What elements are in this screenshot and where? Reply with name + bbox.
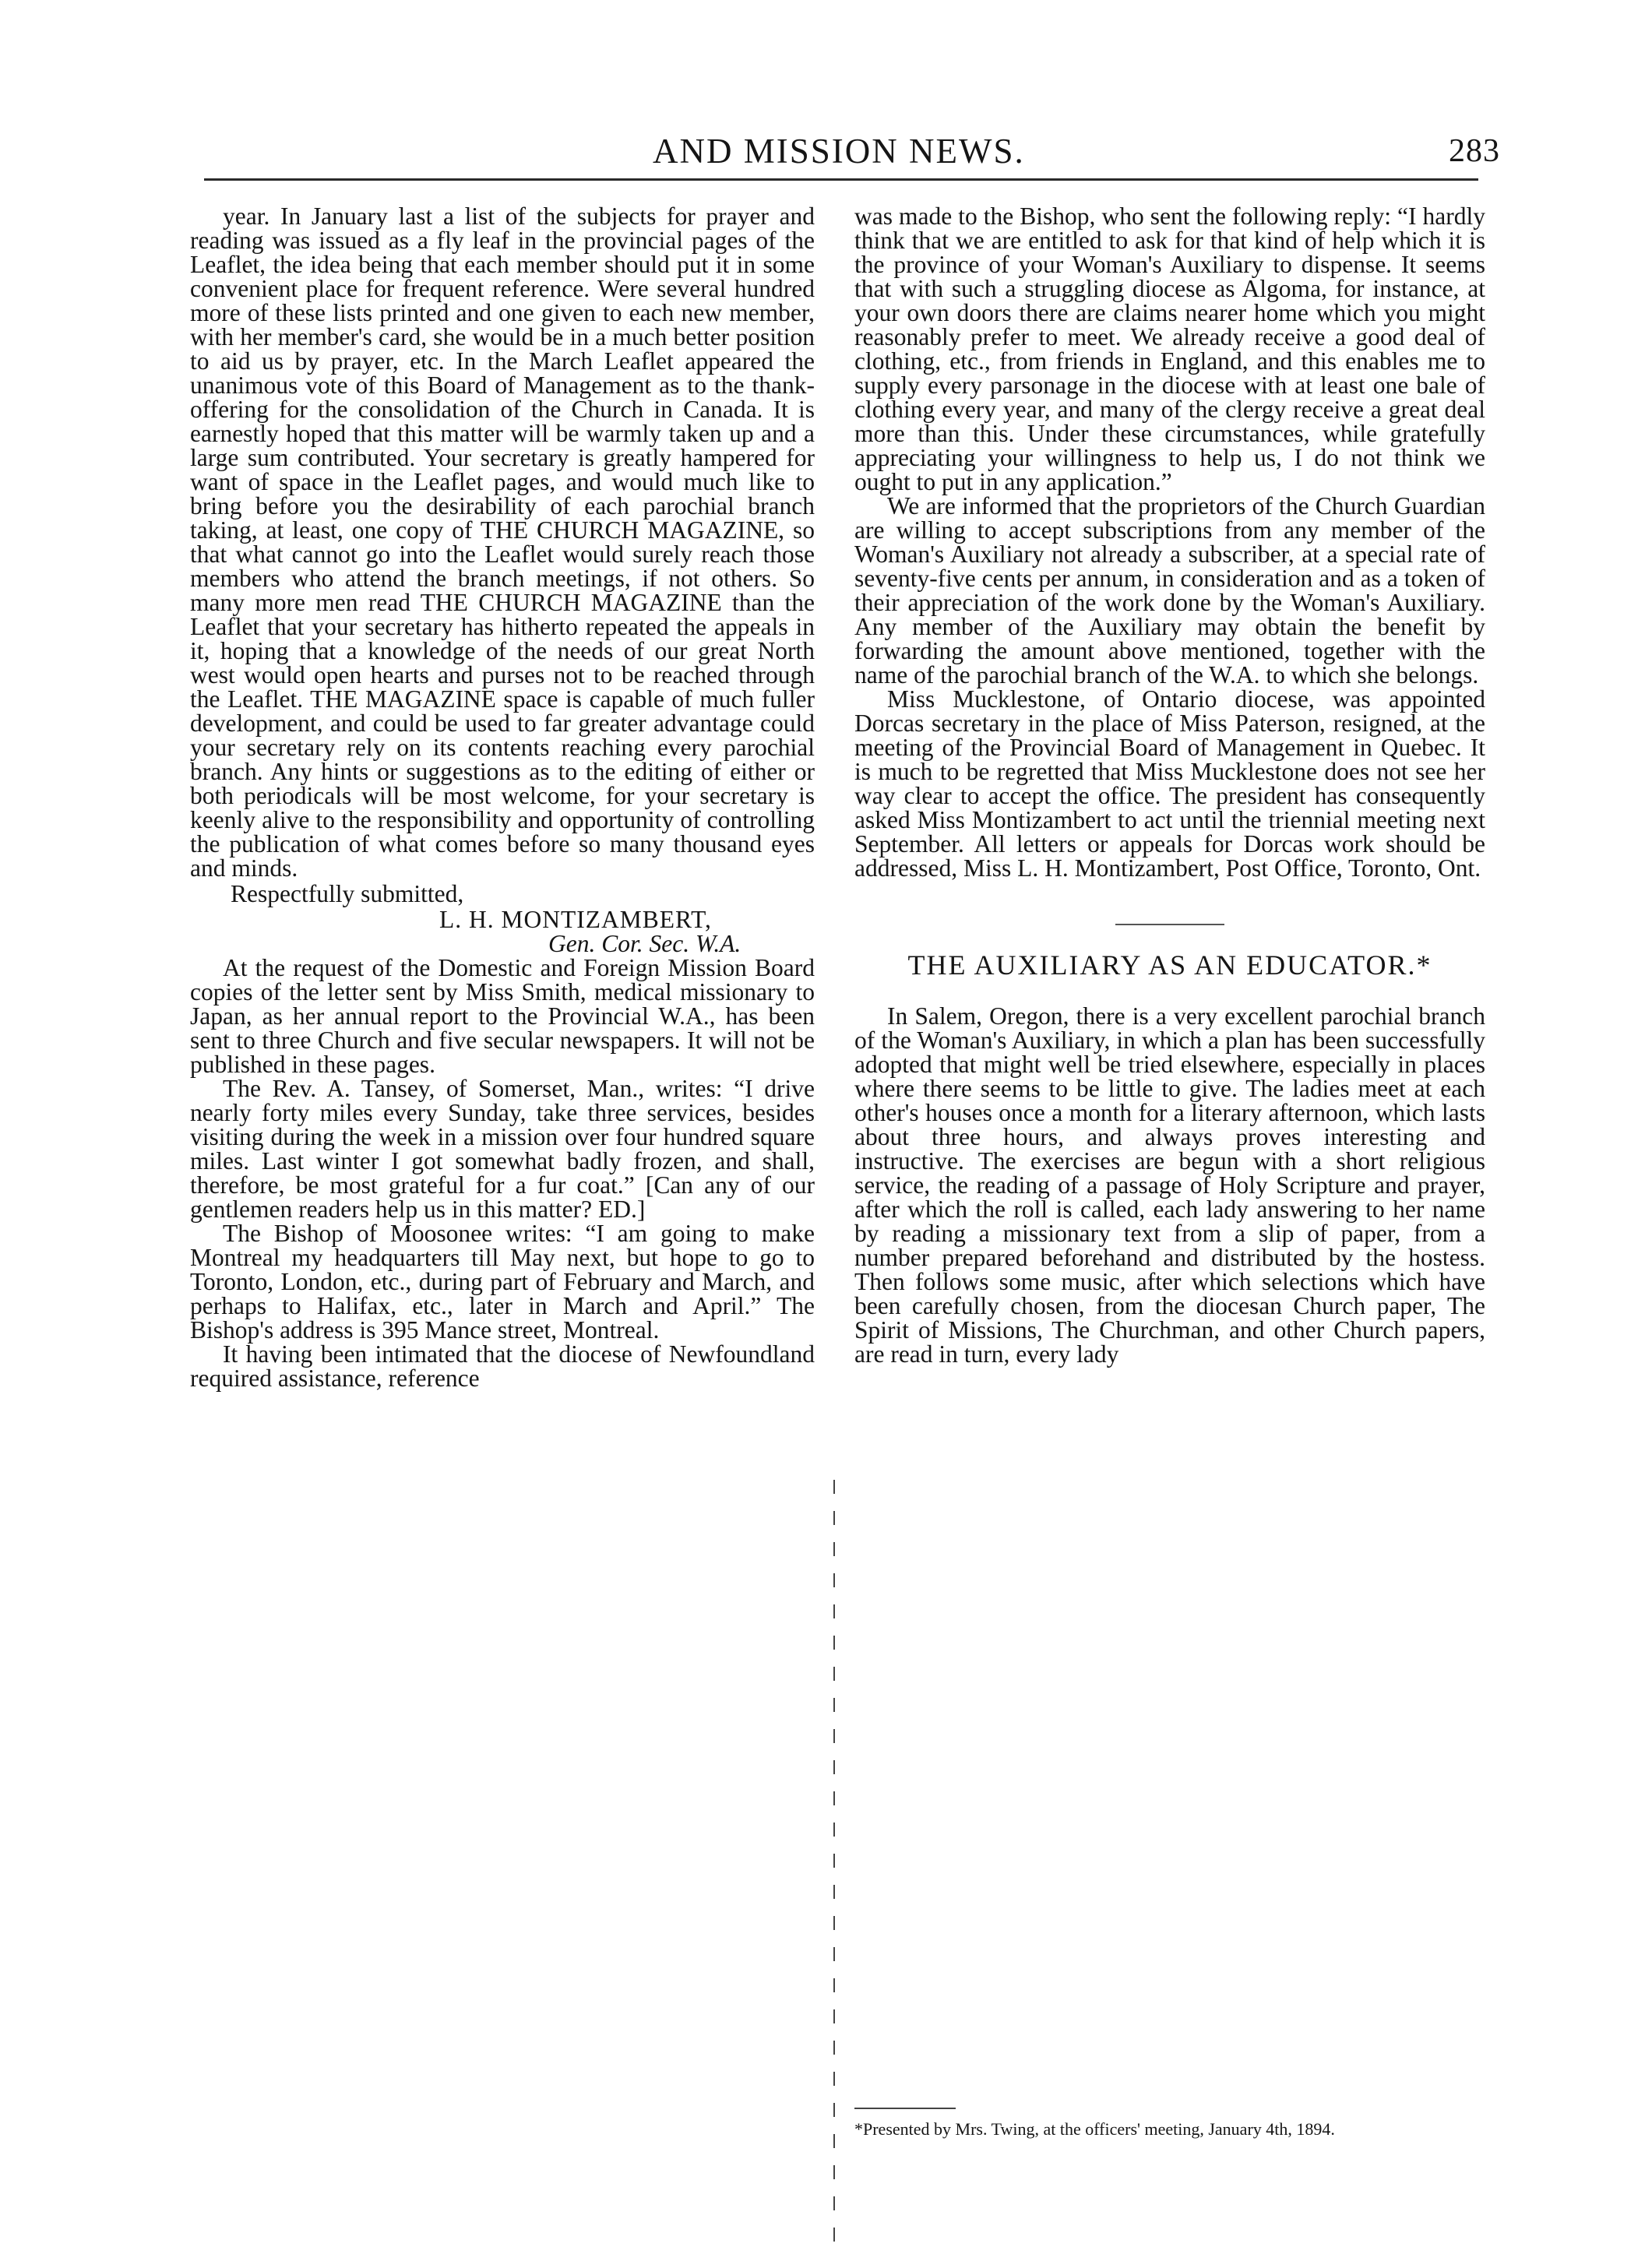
body-paragraph: The Rev. A. Tansey, of Somerset, Man., writes: “I drive nearly forty miles every Sunday, take three services, besides visiting during the week in a mission over four hundred square miles. Last winter I got somewhat badly frozen, and shall, therefore, be most grateful for a fur coat.” [Can any of our gentlemen readers help us in this matter? ED.] — [190, 1075, 815, 1223]
signature-closing: Respectfully submitted, — [231, 880, 464, 907]
body-paragraph: It having been intimated that the diocese of Newfoundland required assistance, reference — [190, 1340, 815, 1392]
page-number: 283 — [1449, 133, 1500, 169]
running-head: AND MISSION NEWS. — [653, 132, 1025, 171]
right-column — [854, 204, 1485, 1366]
body-paragraph: At the request of the Domestic and Foreign Mission Board copies of the letter sent by Miss Smith, medical missionary to Japan, as her annual report to the Provincial W.A., has been sent to three Church and five secular newspapers. It will not be published in these pages. — [190, 954, 815, 1078]
body-paragraph: was made to the Bishop, who sent the following reply: “I hardly think that we are entitled to ask for that kind of help which it is the province of your Woman's Auxiliary to dispense. It seems that with such a struggling diocese as Algoma, for instance, at your own doors there are claims nearer home which you might reasonably prefer to meet. We already receive a good deal of clothing, etc., from friends in England, and this enables me to supply every parsonage in the diocese with at least one bale of clothing every year, and many of the clergy receive a great deal more than this. Under these circumstances, while gratefully appreciating your willingness to help us, I do not think we ought to put in any application.” — [854, 203, 1485, 495]
left-column — [190, 204, 815, 1390]
header-rule — [204, 178, 1478, 181]
column-divider — [833, 1480, 835, 2243]
footnote: *Presented by Mrs. Twing, at the officers' meeting, January 4th, 1894. — [854, 2119, 1335, 2139]
section-divider — [1115, 924, 1224, 925]
section-heading: THE AUXILIARY AS AN EDUCATOR.* — [907, 949, 1432, 981]
body-paragraph: year. In January last a list of the subjects for prayer and reading was issued as a fly leaf in the provincial pages of the Leaflet, the idea being that each member should put it in some convenient place for frequent reference. Were several hundred more of these lists printed and one given to each new member, with her member's card, she would be in a much better position to aid us by prayer, etc. In the March Leaflet appeared the unanimous vote of this Board of Management as to the thank-offering for the consolidation of the Church in Canada. It is earnestly hoped that this matter will be warmly taken up and a large sum contributed. Your secretary is greatly hampered for want of space in the Leaflet pages, and would much like to bring before you the desirability of each parochial branch taking, at least, one copy of THE CHURCH MAGAZINE, so that what cannot go into the Leaflet would surely reach those members who attend the branch meetings, if not others. So many more men read THE CHURCH MAGAZINE than the Leaflet that your secretary has hitherto repeated the appeals in it, hoping that a knowledge of the needs of our great North west would open hearts and purses not to be reached through the Leaflet. THE MAGAZINE space is capable of much fuller development, and could be used to far greater advantage could your secretary rely on its contents reaching every parochial branch. Any hints or suggestions as to the editing of either or both periodicals will be most welcome, for your secretary is keenly alive to the responsibility and opportunity of controlling the publication of what comes before so many thousand eyes and minds. — [190, 203, 815, 882]
body-paragraph: In Salem, Oregon, there is a very excellent parochial branch of the Woman's Auxiliary, in which a plan has been successfully adopted that might well be tried elsewhere, especially in places where there seems to be little to give. The ladies meet at each other's houses once a month for a literary afternoon, which lasts about three hours, and always proves interesting and instructive. The exercises are begun with a short religious service, the reading of a passage of Holy Scripture and prayer, after which the roll is called, each lady answering to her name by reading a missionary text from a slip of paper, from a number prepared beforehand and distributed by the hostess. Then follows some music, after which selections which have been carefully chosen, from the diocesan Church paper, The Spirit of Missions, The Churchman, and other Church papers, are read in turn, every lady — [854, 1002, 1485, 1368]
signature-title: Gen. Cor. Sec. W.A. — [548, 930, 741, 957]
body-paragraph: We are informed that the proprietors of the Church Guardian are willing to accept subscriptions from any member of the Woman's Auxiliary not already a subscriber, at a special rate of seventy-five cents per annum, in consideration and as a token of their appreciation of the work done by the Woman's Auxiliary. Any member of the Auxiliary may obtain the benefit by forwarding the amount above mentioned, together with the name of the parochial branch of the W.A. to which she belongs. — [854, 492, 1485, 689]
signature-name: L. H. MONTIZAMBERT, — [439, 906, 712, 933]
footnote-rule — [854, 2108, 956, 2109]
body-paragraph: Miss Mucklestone, of Ontario diocese, was appointed Dorcas secretary in the place of Miss Paterson, resigned, at the meeting of the Provincial Board of Management in Quebec. It is much to be regretted that Miss Mucklestone does not see her way clear to accept the office. The president has consequently asked Miss Montizambert to act until the triennial meeting next September. All letters or appeals for Dorcas work should be addressed, Miss L. H. Montizambert, Post Office, Toronto, Ont. — [854, 685, 1485, 882]
body-paragraph: The Bishop of Moosonee writes: “I am going to make Montreal my headquarters till May next, but hope to go to Toronto, London, etc., during part of February and March, and perhaps to Halifax, etc., later in March and April.” The Bishop's address is 395 Mance street, Montreal. — [190, 1220, 815, 1344]
